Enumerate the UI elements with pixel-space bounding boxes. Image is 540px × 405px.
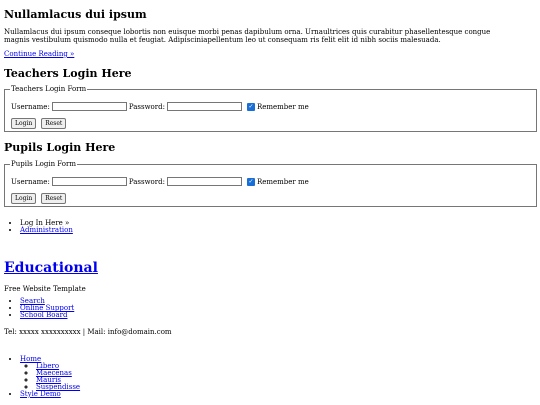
teachers-credentials-row	[11, 102, 309, 111]
search-link[interactable]: Search	[20, 297, 45, 305]
auth-links	[4, 220, 73, 234]
teachers-password-input[interactable]	[167, 102, 242, 111]
teachers-reset-button[interactable]: Reset	[41, 118, 66, 129]
online-support-link[interactable]: Online Support	[20, 304, 75, 312]
teachers-remember-label: Remember me	[256, 102, 309, 111]
nav-mauris-link[interactable]: Mauris	[36, 376, 62, 384]
pupils-password-label: Password:	[128, 177, 165, 186]
pupils-credentials-row	[11, 177, 309, 186]
home-submenu	[20, 363, 80, 391]
contact-info: Tel: xxxxx xxxxxxxxxx | Mail: info@domain.com	[4, 328, 172, 336]
school-board-link[interactable]: School Board	[20, 311, 68, 319]
pupils-remember-checkbox[interactable]: ✓	[248, 177, 254, 185]
teachers-login-button[interactable]: Login	[11, 118, 36, 129]
nav-item-style-demo	[20, 391, 80, 398]
pupils-password-input[interactable]	[167, 177, 242, 186]
pupils-form-legend: Pupils Login Form	[11, 160, 76, 168]
nav-item-home	[20, 356, 80, 391]
pupils-username-label: Username:	[11, 177, 50, 186]
continue-reading-link[interactable]: Continue Reading »	[4, 50, 75, 58]
teachers-password-label: Password:	[128, 102, 165, 111]
login-here-item: • Log In Here »	[20, 220, 73, 227]
top-link-item	[20, 312, 74, 319]
pupils-username-input[interactable]	[52, 177, 127, 186]
pupils-remember-label: Remember me	[256, 177, 309, 186]
teachers-login-form	[4, 85, 537, 132]
teachers-username-label: Username:	[11, 102, 50, 111]
pupils-button-row	[11, 193, 66, 204]
teachers-form-legend: Teachers Login Form	[11, 85, 87, 93]
article-heading: Nullamlacus dui ipsum	[4, 8, 147, 21]
teachers-button-row	[11, 118, 66, 129]
site-title	[4, 260, 98, 276]
nav-libero-link[interactable]: Libero	[36, 362, 60, 370]
teachers-login-heading: Teachers Login Here	[4, 67, 132, 80]
pupils-login-form	[4, 160, 537, 207]
site-tagline: Free Website Template	[4, 285, 86, 293]
nav-suspendisse-link[interactable]: Suspendisse	[36, 383, 81, 391]
site-title-link[interactable]: Educational	[4, 260, 98, 276]
main-nav	[4, 356, 80, 398]
nav-home-link[interactable]: Home	[20, 355, 42, 363]
nav-style-demo-link[interactable]: Style Demo	[20, 390, 61, 398]
administration-item	[20, 227, 73, 234]
teachers-remember-checkbox[interactable]: ✓	[248, 102, 254, 110]
pupils-reset-button[interactable]: Reset	[41, 193, 66, 204]
administration-link[interactable]: Administration	[20, 226, 73, 234]
pupils-login-heading: Pupils Login Here	[4, 141, 116, 154]
article-body: Nullamlacus dui ipsum conseque lobortis non euisque morbi penas dapibulum orna. Urnaultrices quis curabitur phasellentesque congue magnis vestibulum quismodo nulla et feugiat. Adipisciniapellentum leo ut consequam ris felit elit id nibh sociis malesuada.	[4, 28, 491, 44]
teachers-username-input[interactable]	[52, 102, 127, 111]
nav-maecenas-link[interactable]: Maecenas	[36, 369, 72, 377]
pupils-login-button[interactable]: Login	[11, 193, 36, 204]
top-links	[4, 298, 74, 319]
